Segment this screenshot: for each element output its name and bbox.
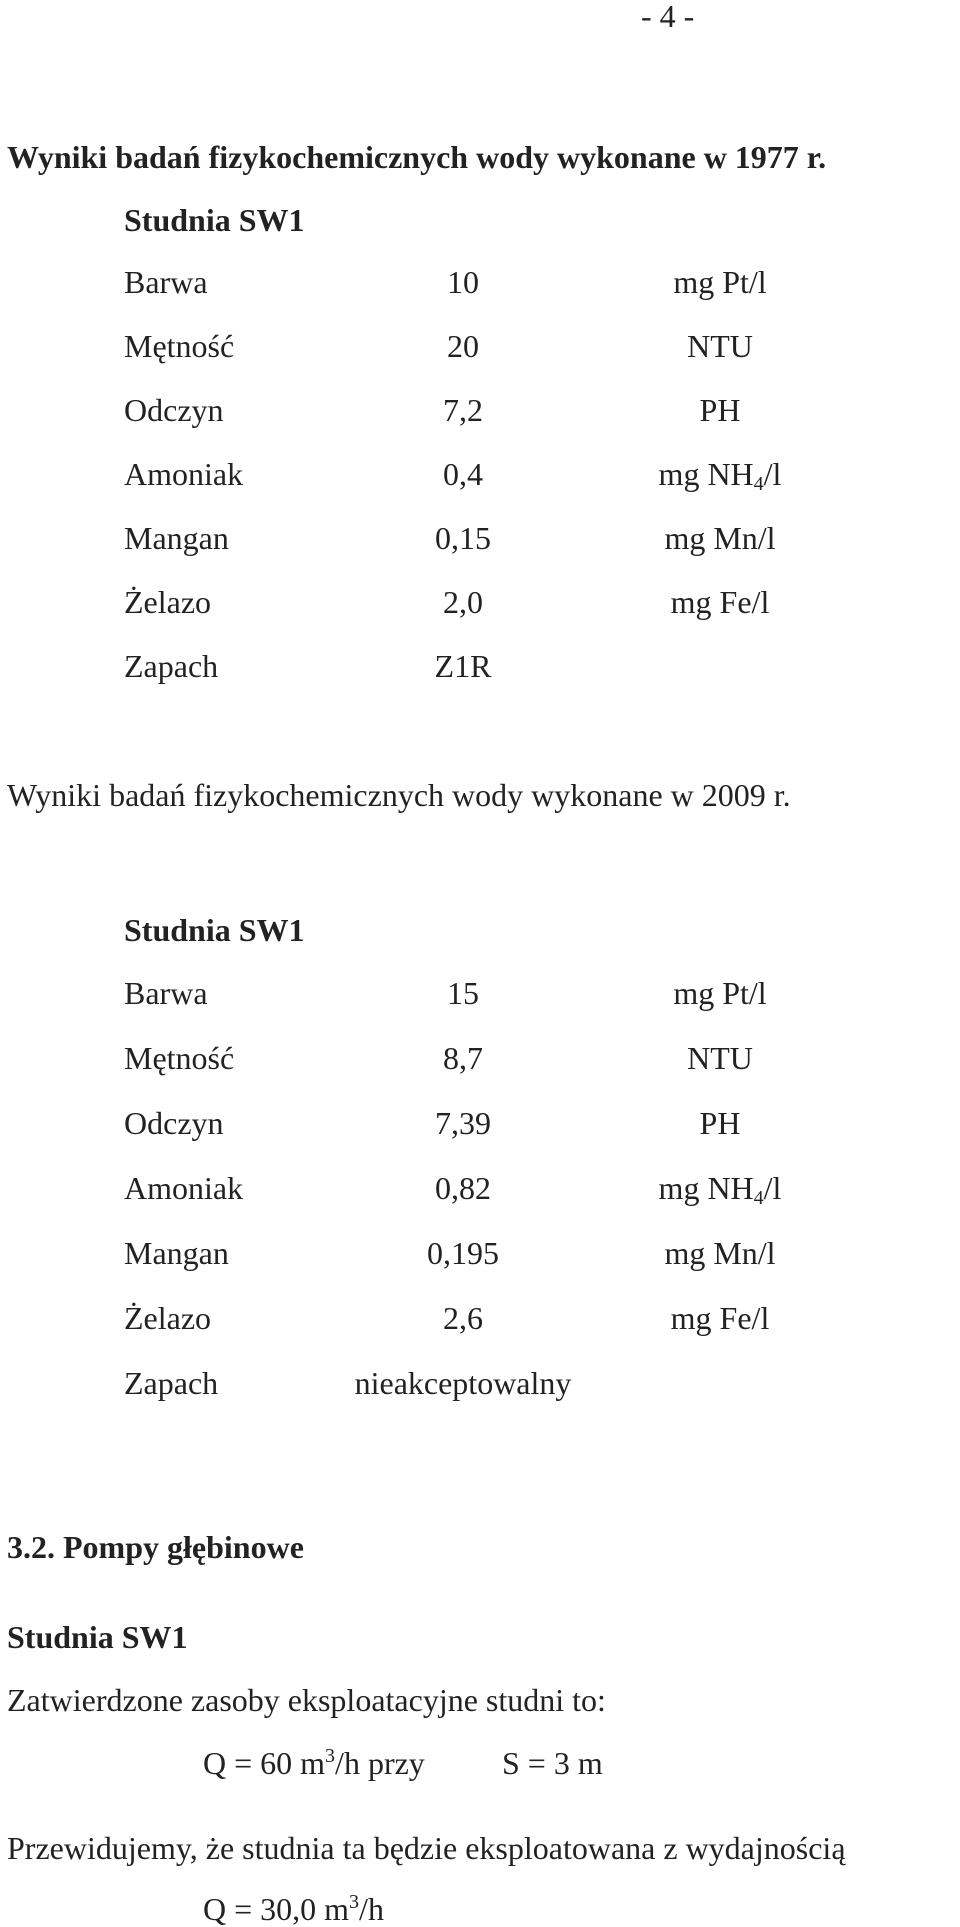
param-value: 8,7 [443,1040,483,1076]
param-label: Mętność [124,328,235,364]
unit-prefix: mg NH [658,1170,754,1206]
param-unit: mg Mn/l [664,1235,776,1271]
param-label: Mangan [124,1235,229,1271]
param-unit [620,1170,820,1209]
param-value: nieakceptowalny [354,1365,572,1401]
section-1977-heading: Wyniki badań fizykochemicznych wody wykonane w 1977 r. [7,139,827,175]
unit-suffix: /l [763,456,782,492]
forecast-text: Przewidujemy, że studnia ta będzie eksploatowana z wydajnością [7,1830,846,1866]
unit-subscript: 4 [753,1187,764,1209]
param-value: 2,0 [443,584,483,620]
section-2009-heading: Wyniki badań fizykochemicznych wody wykonane w 2009 r. [7,777,791,813]
param-value: 0,82 [435,1170,491,1206]
pumps-well-title: Studnia SW1 [7,1619,188,1655]
param-value: 7,2 [443,392,483,428]
param-value: 10 [447,264,479,300]
param-value: 7,39 [435,1105,491,1141]
formula-middle: /h przy [335,1745,425,1781]
param-value: Z1R [434,648,492,684]
param-unit: NTU [687,328,753,364]
param-value: 0,15 [435,520,491,556]
param-label: Żelazo [124,1300,212,1336]
formula-superscript: 3 [349,1891,360,1913]
param-label: Odczyn [124,392,224,428]
param-unit: mg Mn/l [664,520,776,556]
unit-prefix: mg NH [658,456,754,492]
param-unit: mg Fe/l [670,584,770,620]
param-label: Zapach [124,648,219,684]
formula-s-condition: S = 3 m [502,1745,603,1781]
formula-superscript: 3 [325,1745,336,1767]
formula-suffix: /h [359,1891,384,1927]
param-label: Odczyn [124,1105,224,1141]
param-unit: mg Pt/l [673,264,767,300]
param-unit: mg Pt/l [673,975,767,1011]
page-number: - 4 - [641,0,695,34]
param-value: 0,195 [427,1235,499,1271]
formula-q-resources [203,1747,425,1779]
param-value: 2,6 [443,1300,483,1336]
formula-q-forecast [203,1893,384,1925]
param-label: Zapach [124,1365,219,1401]
param-label: Barwa [124,975,208,1011]
param-unit [620,456,820,495]
param-value: 20 [447,328,479,364]
param-unit: NTU [687,1040,753,1076]
section-1977-well-title: Studnia SW1 [124,202,305,238]
param-label: Amoniak [124,1170,244,1206]
param-unit: PH [699,1105,741,1141]
formula-prefix: Q = 30,0 m [203,1891,350,1927]
param-label: Barwa [124,264,208,300]
unit-subscript: 4 [753,473,764,495]
param-unit: mg Fe/l [670,1300,770,1336]
param-label: Żelazo [124,584,212,620]
unit-suffix: /l [763,1170,782,1206]
param-unit: PH [699,392,741,428]
section-2009-well-title: Studnia SW1 [124,912,305,948]
formula-prefix: Q = 60 m [203,1745,326,1781]
param-label: Mangan [124,520,229,556]
param-value: 15 [447,975,479,1011]
param-label: Amoniak [124,456,244,492]
resources-text: Zatwierdzone zasoby eksploatacyjne studni to: [7,1682,606,1718]
param-value: 0,4 [443,456,483,492]
param-label: Mętność [124,1040,235,1076]
pumps-heading: 3.2. Pompy głębinowe [7,1529,304,1565]
